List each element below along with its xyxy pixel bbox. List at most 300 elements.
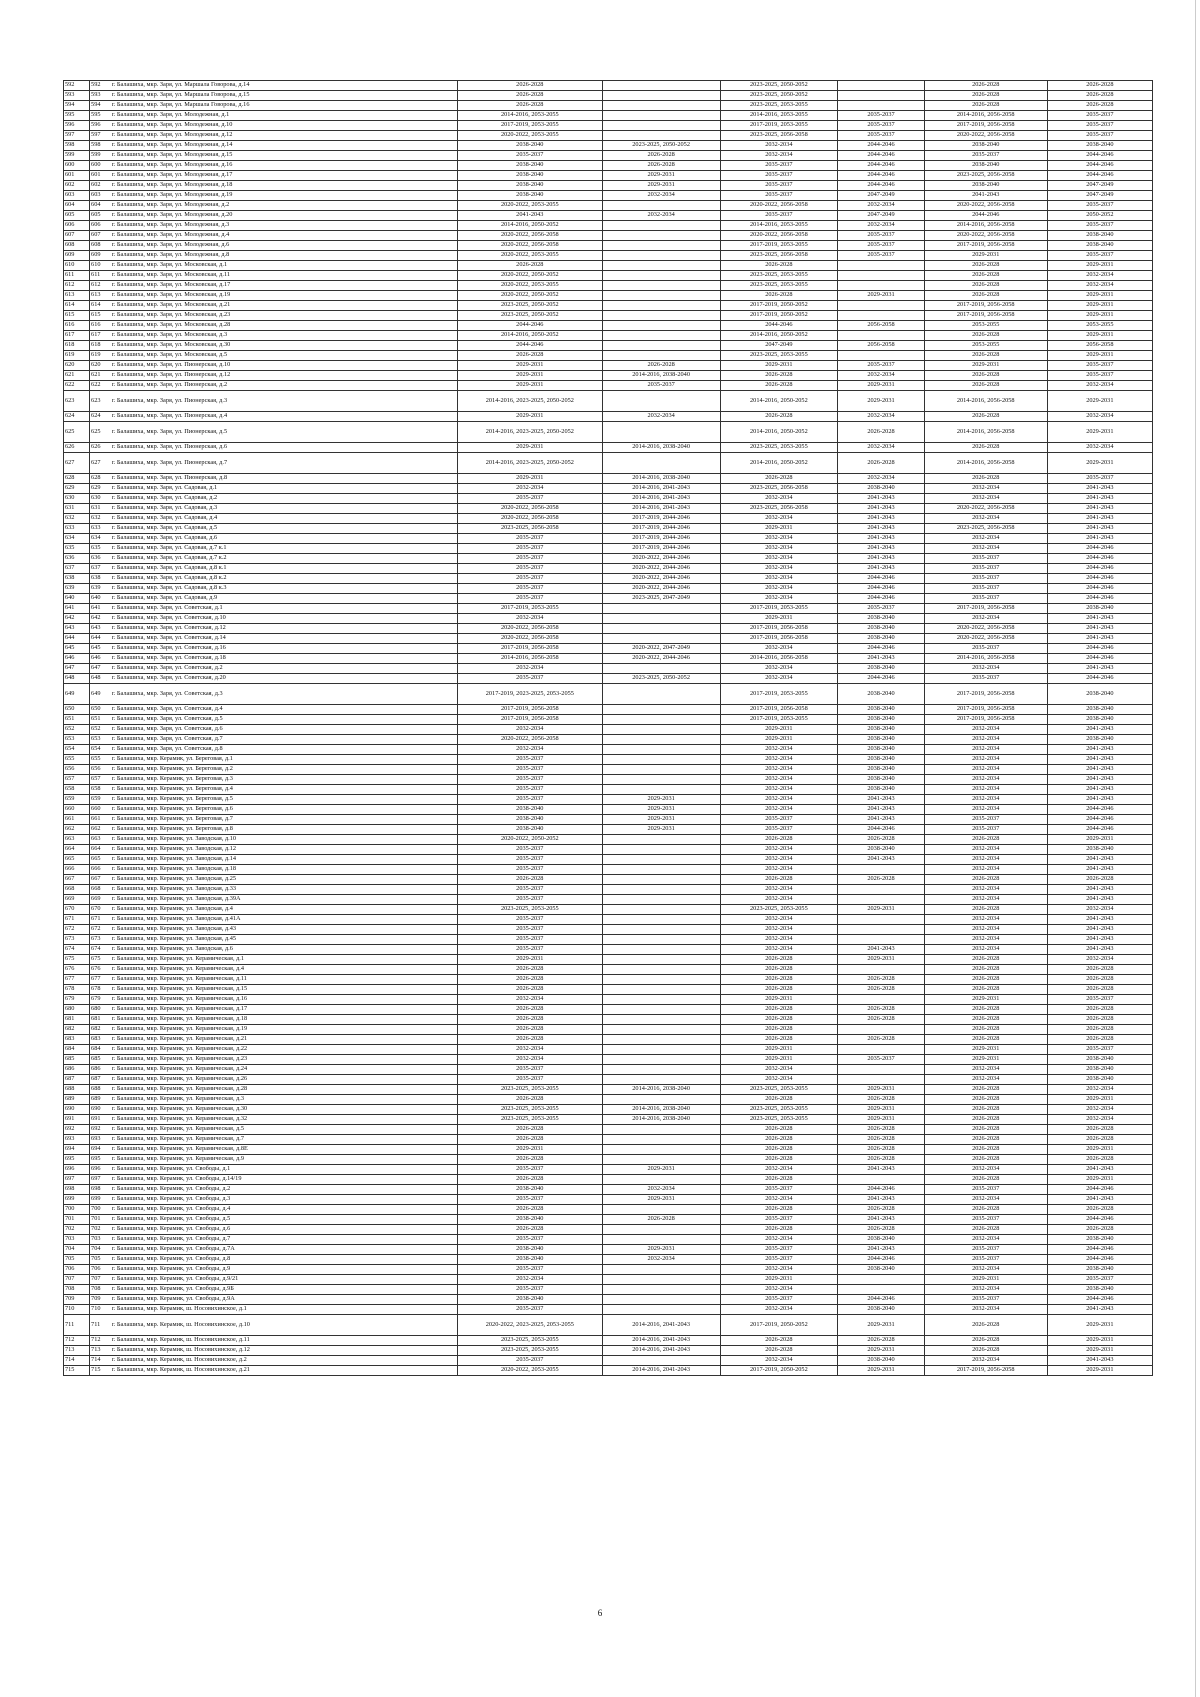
table-cell: 2032-2034 bbox=[924, 514, 1047, 524]
table-cell: 2035-2037 bbox=[457, 925, 602, 935]
table-cell: 2035-2037 bbox=[720, 171, 838, 181]
table-cell: 712 bbox=[90, 1336, 111, 1346]
table-cell: 669 bbox=[64, 895, 90, 905]
table-cell: 2026-2028 bbox=[924, 1135, 1047, 1145]
table-cell: 2035-2037 bbox=[720, 191, 838, 201]
table-cell: 2026-2028 bbox=[838, 1225, 924, 1235]
table-cell: 2035-2037 bbox=[924, 825, 1047, 835]
table-cell: 2026-2028 bbox=[838, 1135, 924, 1145]
table-cell: 694 bbox=[90, 1145, 111, 1155]
table-cell: 2032-2034 bbox=[602, 1185, 720, 1195]
table-cell: 2032-2034 bbox=[720, 785, 838, 795]
table-cell: 2026-2028 bbox=[838, 1035, 924, 1045]
table-row bbox=[64, 1265, 1153, 1275]
table-cell: 2026-2028 bbox=[924, 975, 1047, 985]
table-cell: 608 bbox=[64, 241, 90, 251]
table-cell: 2026-2028 bbox=[1047, 1035, 1152, 1045]
table-cell: 2038-2040 bbox=[1047, 684, 1152, 705]
table-cell: 2029-2031 bbox=[720, 1045, 838, 1055]
table-cell: 2044-2046 bbox=[838, 151, 924, 161]
table-cell: 689 bbox=[90, 1095, 111, 1105]
table-cell: 2026-2028 bbox=[720, 1336, 838, 1346]
table-cell: 2041-2043 bbox=[1047, 745, 1152, 755]
table-cell: 695 bbox=[64, 1155, 90, 1165]
table-cell: 2026-2028 bbox=[457, 1025, 602, 1035]
table-cell: 2014-2016, 2053-2055 bbox=[720, 111, 838, 121]
table-cell: г. Балашиха, мкр. Керамик, ул. Керамическая, д.24 bbox=[111, 1065, 458, 1075]
table-row bbox=[64, 735, 1153, 745]
table-cell: 620 bbox=[64, 361, 90, 371]
table-cell bbox=[602, 391, 720, 412]
table-cell: г. Балашиха, мкр. Керамик, ул. Керамическая, д.19 bbox=[111, 1025, 458, 1035]
table-cell: 2026-2028 bbox=[1047, 985, 1152, 995]
table-cell: 2038-2040 bbox=[838, 745, 924, 755]
table-cell: 617 bbox=[64, 331, 90, 341]
table-cell: 624 bbox=[64, 412, 90, 422]
table-cell: 621 bbox=[90, 371, 111, 381]
table-cell bbox=[602, 925, 720, 935]
table-cell: 674 bbox=[90, 945, 111, 955]
table-cell: 2038-2040 bbox=[838, 684, 924, 705]
table-cell: 2032-2034 bbox=[720, 915, 838, 925]
table-cell: 612 bbox=[64, 281, 90, 291]
table-cell: 621 bbox=[64, 371, 90, 381]
table-cell: 592 bbox=[90, 81, 111, 91]
table-cell: 668 bbox=[90, 885, 111, 895]
table-cell: 2041-2043 bbox=[1047, 514, 1152, 524]
table-cell: 676 bbox=[90, 965, 111, 975]
table-cell: 2026-2028 bbox=[924, 261, 1047, 271]
table-cell: г. Балашиха, мкр. Керамик, ул. Свободы, д.9/21 bbox=[111, 1275, 458, 1285]
table-row bbox=[64, 271, 1153, 281]
table-cell: 2041-2043 bbox=[838, 805, 924, 815]
table-row bbox=[64, 925, 1153, 935]
table-cell: г. Балашиха, мкр. Заря, ул. Садовая, д.8 к.1 bbox=[111, 564, 458, 574]
table-cell: 2014-2016, 2053-2055 bbox=[457, 111, 602, 121]
table-row bbox=[64, 1195, 1153, 1205]
table-cell bbox=[838, 895, 924, 905]
table-cell: г. Балашиха, мкр. Заря, ул. Пионерская, д.5 bbox=[111, 422, 458, 443]
table-cell bbox=[602, 865, 720, 875]
table-cell: 2017-2019, 2050-2052 bbox=[720, 1315, 838, 1336]
table-cell: 2035-2037 bbox=[1047, 131, 1152, 141]
table-cell: 2029-2031 bbox=[1047, 1095, 1152, 1105]
document-sheet bbox=[63, 80, 1153, 1376]
table-cell: 2041-2043 bbox=[838, 1165, 924, 1175]
table-cell: 652 bbox=[64, 725, 90, 735]
table-cell: 2032-2034 bbox=[720, 594, 838, 604]
table-cell: 2029-2031 bbox=[457, 361, 602, 371]
table-cell: г. Балашиха, мкр. Керамик, ул. Керамическая, д.32 bbox=[111, 1115, 458, 1125]
table-cell: 2026-2028 bbox=[924, 1105, 1047, 1115]
table-cell: 2026-2028 bbox=[924, 905, 1047, 915]
table-cell bbox=[602, 985, 720, 995]
table-cell: 2035-2037 bbox=[457, 935, 602, 945]
table-cell: 2044-2046 bbox=[1047, 594, 1152, 604]
table-row bbox=[64, 331, 1153, 341]
table-cell: 2020-2022, 2056-2058 bbox=[457, 735, 602, 745]
table-cell bbox=[602, 301, 720, 311]
table-cell: 2032-2034 bbox=[720, 584, 838, 594]
table-cell: 2032-2034 bbox=[720, 945, 838, 955]
table-row bbox=[64, 905, 1153, 915]
table-cell bbox=[602, 1235, 720, 1245]
table-cell: 2032-2034 bbox=[924, 865, 1047, 875]
table-cell: 644 bbox=[90, 634, 111, 644]
table-cell: 2026-2028 bbox=[924, 835, 1047, 845]
table-cell: г. Балашиха, мкр. Керамик, ул. Заводская, д.45 bbox=[111, 935, 458, 945]
table-cell: 673 bbox=[64, 935, 90, 945]
table-cell: 2026-2028 bbox=[602, 151, 720, 161]
table-cell: 687 bbox=[64, 1075, 90, 1085]
table-cell: 2041-2043 bbox=[838, 855, 924, 865]
table-cell: 2029-2031 bbox=[1047, 1315, 1152, 1336]
table-cell: 2032-2034 bbox=[924, 484, 1047, 494]
table-cell bbox=[838, 1075, 924, 1085]
table-cell bbox=[602, 1155, 720, 1165]
table-cell: 629 bbox=[64, 484, 90, 494]
table-cell: 679 bbox=[64, 995, 90, 1005]
table-row bbox=[64, 412, 1153, 422]
table-cell: 2020-2022, 2047-2049 bbox=[602, 644, 720, 654]
table-cell: 2044-2046 bbox=[838, 141, 924, 151]
table-cell bbox=[602, 1015, 720, 1025]
table-cell: 2035-2037 bbox=[602, 381, 720, 391]
table-row bbox=[64, 654, 1153, 664]
table-cell: 2032-2034 bbox=[924, 1265, 1047, 1275]
table-cell: 2026-2028 bbox=[924, 1205, 1047, 1215]
table-row bbox=[64, 191, 1153, 201]
table-cell: 636 bbox=[90, 554, 111, 564]
table-cell: 646 bbox=[64, 654, 90, 664]
table-row bbox=[64, 674, 1153, 684]
table-cell bbox=[602, 1065, 720, 1075]
table-cell bbox=[602, 634, 720, 644]
table-cell bbox=[602, 1205, 720, 1215]
table-cell: 2038-2040 bbox=[924, 141, 1047, 151]
table-cell bbox=[838, 311, 924, 321]
table-cell: 702 bbox=[90, 1225, 111, 1235]
table-cell: 2041-2043 bbox=[1047, 1356, 1152, 1366]
table-cell: 2041-2043 bbox=[838, 544, 924, 554]
table-cell: 2026-2028 bbox=[457, 1015, 602, 1025]
table-cell: 672 bbox=[90, 925, 111, 935]
table-cell: 2023-2025, 2053-2055 bbox=[720, 281, 838, 291]
table-row bbox=[64, 564, 1153, 574]
table-cell bbox=[838, 935, 924, 945]
table-cell: 2044-2046 bbox=[924, 211, 1047, 221]
table-cell: 2041-2043 bbox=[838, 524, 924, 534]
table-cell: г. Балашиха, мкр. Керамик, ул. Керамическая, д.11 bbox=[111, 975, 458, 985]
table-cell: 2026-2028 bbox=[924, 1115, 1047, 1125]
table-cell: г. Балашиха, мкр. Заря, ул. Пионерская, д.10 bbox=[111, 361, 458, 371]
table-cell: 2038-2040 bbox=[838, 484, 924, 494]
table-cell: 2032-2034 bbox=[720, 151, 838, 161]
table-cell: 2020-2022, 2044-2046 bbox=[602, 654, 720, 664]
table-row bbox=[64, 825, 1153, 835]
table-cell: 2041-2043 bbox=[1047, 1305, 1152, 1315]
table-row bbox=[64, 422, 1153, 443]
table-cell: 666 bbox=[64, 865, 90, 875]
table-cell: 2032-2034 bbox=[1047, 271, 1152, 281]
table-cell: 2032-2034 bbox=[924, 935, 1047, 945]
table-cell: 2038-2040 bbox=[457, 1245, 602, 1255]
table-cell: 705 bbox=[90, 1255, 111, 1265]
table-cell: 2029-2031 bbox=[838, 1346, 924, 1356]
table-cell: 677 bbox=[90, 975, 111, 985]
table-cell: 2014-2016, 2056-2058 bbox=[720, 654, 838, 664]
table-cell: 2026-2028 bbox=[924, 281, 1047, 291]
table-cell: 682 bbox=[64, 1025, 90, 1035]
table-cell bbox=[602, 111, 720, 121]
table-cell: 2041-2043 bbox=[838, 1195, 924, 1205]
table-cell: 2026-2028 bbox=[838, 1095, 924, 1105]
table-cell: 626 bbox=[90, 443, 111, 453]
table-cell: 2038-2040 bbox=[838, 735, 924, 745]
table-cell: 2032-2034 bbox=[720, 1235, 838, 1245]
table-cell: 605 bbox=[90, 211, 111, 221]
table-row bbox=[64, 785, 1153, 795]
table-cell: 2032-2034 bbox=[924, 1195, 1047, 1205]
table-cell: 654 bbox=[64, 745, 90, 755]
table-row bbox=[64, 1045, 1153, 1055]
table-cell bbox=[838, 1275, 924, 1285]
table-cell: 2041-2043 bbox=[1047, 494, 1152, 504]
table-cell: 2056-2058 bbox=[838, 321, 924, 331]
table-cell: 604 bbox=[64, 201, 90, 211]
table-cell: г. Балашиха, мкр. Керамик, ул. Керамическая, д.1 bbox=[111, 955, 458, 965]
table-cell: 622 bbox=[64, 381, 90, 391]
table-cell: 609 bbox=[90, 251, 111, 261]
table-cell: 2026-2028 bbox=[720, 1015, 838, 1025]
table-cell: 2029-2031 bbox=[1047, 1145, 1152, 1155]
table-cell: 2017-2019, 2053-2055 bbox=[720, 715, 838, 725]
table-cell bbox=[602, 624, 720, 634]
table-cell bbox=[602, 1135, 720, 1145]
table-cell: г. Балашиха, мкр. Керамик, ул. Береговая, д.8 bbox=[111, 825, 458, 835]
table-cell: 2032-2034 bbox=[838, 201, 924, 211]
table-cell: 2026-2028 bbox=[720, 975, 838, 985]
table-cell: 2014-2016, 2023-2025, 2050-2052 bbox=[457, 422, 602, 443]
table-cell bbox=[602, 885, 720, 895]
table-cell bbox=[602, 1175, 720, 1185]
table-cell: 2023-2025, 2053-2055 bbox=[457, 1346, 602, 1356]
table-cell: 642 bbox=[90, 614, 111, 624]
table-cell bbox=[838, 101, 924, 111]
table-cell: 2026-2028 bbox=[838, 975, 924, 985]
table-row bbox=[64, 805, 1153, 815]
table-row bbox=[64, 141, 1153, 151]
table-cell: 670 bbox=[90, 905, 111, 915]
table-cell: 700 bbox=[90, 1205, 111, 1215]
table-cell: г. Балашиха, мкр. Керамик, ул. Заводская, д.4 bbox=[111, 905, 458, 915]
table-cell bbox=[602, 765, 720, 775]
table-cell: 2026-2028 bbox=[602, 1215, 720, 1225]
table-row bbox=[64, 1185, 1153, 1195]
table-cell: 2032-2034 bbox=[720, 141, 838, 151]
table-cell: 686 bbox=[64, 1065, 90, 1075]
table-cell: 2026-2028 bbox=[838, 1336, 924, 1346]
table-cell: г. Балашиха, мкр. Заря, ул. Московская, д.17 bbox=[111, 281, 458, 291]
table-cell: г. Балашиха, мкр. Заря, ул. Московская, д.19 bbox=[111, 291, 458, 301]
table-cell bbox=[602, 453, 720, 474]
table-cell: 671 bbox=[90, 915, 111, 925]
table-cell: 2044-2046 bbox=[1047, 574, 1152, 584]
table-cell bbox=[838, 995, 924, 1005]
table-cell: 2032-2034 bbox=[924, 494, 1047, 504]
table-cell: 2035-2037 bbox=[924, 594, 1047, 604]
table-cell bbox=[602, 251, 720, 261]
table-cell: 2035-2037 bbox=[924, 1185, 1047, 1195]
table-cell: 657 bbox=[90, 775, 111, 785]
table-cell: г. Балашиха, мкр. Керамик, ул. Заводская, д.18 bbox=[111, 865, 458, 875]
table-cell: 2035-2037 bbox=[720, 825, 838, 835]
table-cell: 2017-2019, 2044-2046 bbox=[602, 514, 720, 524]
table-cell: 708 bbox=[64, 1285, 90, 1295]
table-row bbox=[64, 815, 1153, 825]
table-cell: 2020-2022, 2056-2058 bbox=[924, 201, 1047, 211]
table-cell: 2038-2040 bbox=[457, 825, 602, 835]
table-cell: 2017-2019, 2056-2058 bbox=[924, 311, 1047, 321]
table-cell: 2038-2040 bbox=[457, 181, 602, 191]
table-cell: 2029-2031 bbox=[720, 725, 838, 735]
table-cell: 2038-2040 bbox=[457, 1255, 602, 1265]
table-cell: 2017-2019, 2050-2052 bbox=[720, 311, 838, 321]
table-cell: 601 bbox=[90, 171, 111, 181]
table-row bbox=[64, 494, 1153, 504]
table-cell: 2020-2022, 2044-2046 bbox=[602, 584, 720, 594]
table-cell: 2026-2028 bbox=[720, 1035, 838, 1045]
table-cell: 2032-2034 bbox=[924, 915, 1047, 925]
table-cell: 2035-2037 bbox=[720, 1295, 838, 1305]
table-cell: г. Балашиха, мкр. Заря, ул. Молодежная, д.6 bbox=[111, 241, 458, 251]
table-cell: 2032-2034 bbox=[1047, 443, 1152, 453]
table-cell: 2020-2022, 2053-2055 bbox=[457, 251, 602, 261]
table-cell: 2023-2025, 2056-2058 bbox=[457, 524, 602, 534]
table-cell: 2026-2028 bbox=[924, 875, 1047, 885]
table-row bbox=[64, 321, 1153, 331]
table-cell: 614 bbox=[90, 301, 111, 311]
scan-edge bbox=[1195, 0, 1196, 1697]
table-cell: 668 bbox=[64, 885, 90, 895]
table-cell bbox=[602, 131, 720, 141]
table-cell: 2029-2031 bbox=[1047, 291, 1152, 301]
table-cell: 2038-2040 bbox=[838, 725, 924, 735]
table-row bbox=[64, 1175, 1153, 1185]
table-cell bbox=[838, 1065, 924, 1075]
table-cell: 2014-2016, 2056-2058 bbox=[924, 654, 1047, 664]
table-cell: 613 bbox=[90, 291, 111, 301]
table-cell: 2035-2037 bbox=[1047, 1275, 1152, 1285]
table-row bbox=[64, 955, 1153, 965]
table-cell: 2032-2034 bbox=[924, 775, 1047, 785]
table-cell: 2026-2028 bbox=[720, 1225, 838, 1235]
table-cell: г. Балашиха, мкр. Керамик, ул. Заводская, д.39А bbox=[111, 895, 458, 905]
table-cell: 2047-2049 bbox=[838, 211, 924, 221]
table-cell: 2026-2028 bbox=[457, 1175, 602, 1185]
table-cell bbox=[838, 301, 924, 311]
table-cell: 2032-2034 bbox=[924, 785, 1047, 795]
table-cell: 2038-2040 bbox=[838, 765, 924, 775]
table-cell: 600 bbox=[90, 161, 111, 171]
table-cell: 2035-2037 bbox=[1047, 361, 1152, 371]
table-cell: 2029-2031 bbox=[1047, 453, 1152, 474]
table-cell: 2035-2037 bbox=[838, 111, 924, 121]
table-row bbox=[64, 985, 1153, 995]
table-row bbox=[64, 875, 1153, 885]
table-row bbox=[64, 1095, 1153, 1105]
table-cell: г. Балашиха, мкр. Керамик, ул. Керамическая, д.7 bbox=[111, 1135, 458, 1145]
table-cell: 2044-2046 bbox=[1047, 644, 1152, 654]
table-cell: 2020-2022, 2044-2046 bbox=[602, 554, 720, 564]
table-row bbox=[64, 765, 1153, 775]
table-row bbox=[64, 1115, 1153, 1125]
table-row bbox=[64, 81, 1153, 91]
table-cell: 2035-2037 bbox=[1047, 111, 1152, 121]
table-cell: 2017-2019, 2056-2058 bbox=[924, 301, 1047, 311]
table-cell: 2056-2058 bbox=[1047, 341, 1152, 351]
table-row bbox=[64, 111, 1153, 121]
table-cell: 2035-2037 bbox=[924, 584, 1047, 594]
table-cell: 2035-2037 bbox=[457, 915, 602, 925]
table-cell: 2035-2037 bbox=[924, 1215, 1047, 1225]
table-cell: 632 bbox=[64, 514, 90, 524]
table-cell: г. Балашиха, мкр. Керамик, ул. Керамическая, д.28 bbox=[111, 1085, 458, 1095]
table-cell: г. Балашиха, мкр. Заря, ул. Московская, д.5 bbox=[111, 351, 458, 361]
table-cell: 2014-2016, 2041-2043 bbox=[602, 1366, 720, 1376]
table-cell: 612 bbox=[90, 281, 111, 291]
table-cell: 641 bbox=[64, 604, 90, 614]
page-number: 6 bbox=[597, 1608, 603, 1618]
table-cell: 2044-2046 bbox=[1047, 161, 1152, 171]
table-cell: 603 bbox=[64, 191, 90, 201]
table-row bbox=[64, 915, 1153, 925]
table-cell: 2035-2037 bbox=[1047, 995, 1152, 1005]
table-row bbox=[64, 795, 1153, 805]
table-cell bbox=[838, 351, 924, 361]
table-cell: 2041-2043 bbox=[1047, 935, 1152, 945]
table-cell: 2020-2022, 2056-2058 bbox=[924, 504, 1047, 514]
table-cell: г. Балашиха, мкр. Керамик, ш. Носовихинское, д.10 bbox=[111, 1315, 458, 1336]
table-cell: 2035-2037 bbox=[838, 231, 924, 241]
table-cell: 649 bbox=[64, 684, 90, 705]
table-cell: 2023-2025, 2056-2058 bbox=[720, 484, 838, 494]
table-cell: 2026-2028 bbox=[838, 453, 924, 474]
table-cell: г. Балашиха, мкр. Заря, ул. Пионерская, д.8 bbox=[111, 474, 458, 484]
table-cell: 638 bbox=[90, 574, 111, 584]
table-cell bbox=[602, 1225, 720, 1235]
table-cell: 2029-2031 bbox=[1047, 1175, 1152, 1185]
table-cell bbox=[838, 915, 924, 925]
table-cell: 628 bbox=[64, 474, 90, 484]
table-cell bbox=[838, 261, 924, 271]
schedule-table-body bbox=[64, 81, 1153, 1376]
table-cell: 2026-2028 bbox=[720, 1346, 838, 1356]
table-cell: 660 bbox=[64, 805, 90, 815]
table-cell bbox=[602, 915, 720, 925]
table-cell: 2029-2031 bbox=[924, 1055, 1047, 1065]
table-cell: 2035-2037 bbox=[924, 1245, 1047, 1255]
table-cell: 2014-2016, 2056-2058 bbox=[924, 391, 1047, 412]
table-cell bbox=[602, 735, 720, 745]
table-cell: 2038-2040 bbox=[457, 161, 602, 171]
table-cell: 711 bbox=[64, 1315, 90, 1336]
table-row bbox=[64, 775, 1153, 785]
table-cell: 637 bbox=[64, 564, 90, 574]
table-cell: 2014-2016, 2050-2052 bbox=[720, 453, 838, 474]
table-cell: 673 bbox=[90, 935, 111, 945]
table-cell: 2041-2043 bbox=[838, 815, 924, 825]
